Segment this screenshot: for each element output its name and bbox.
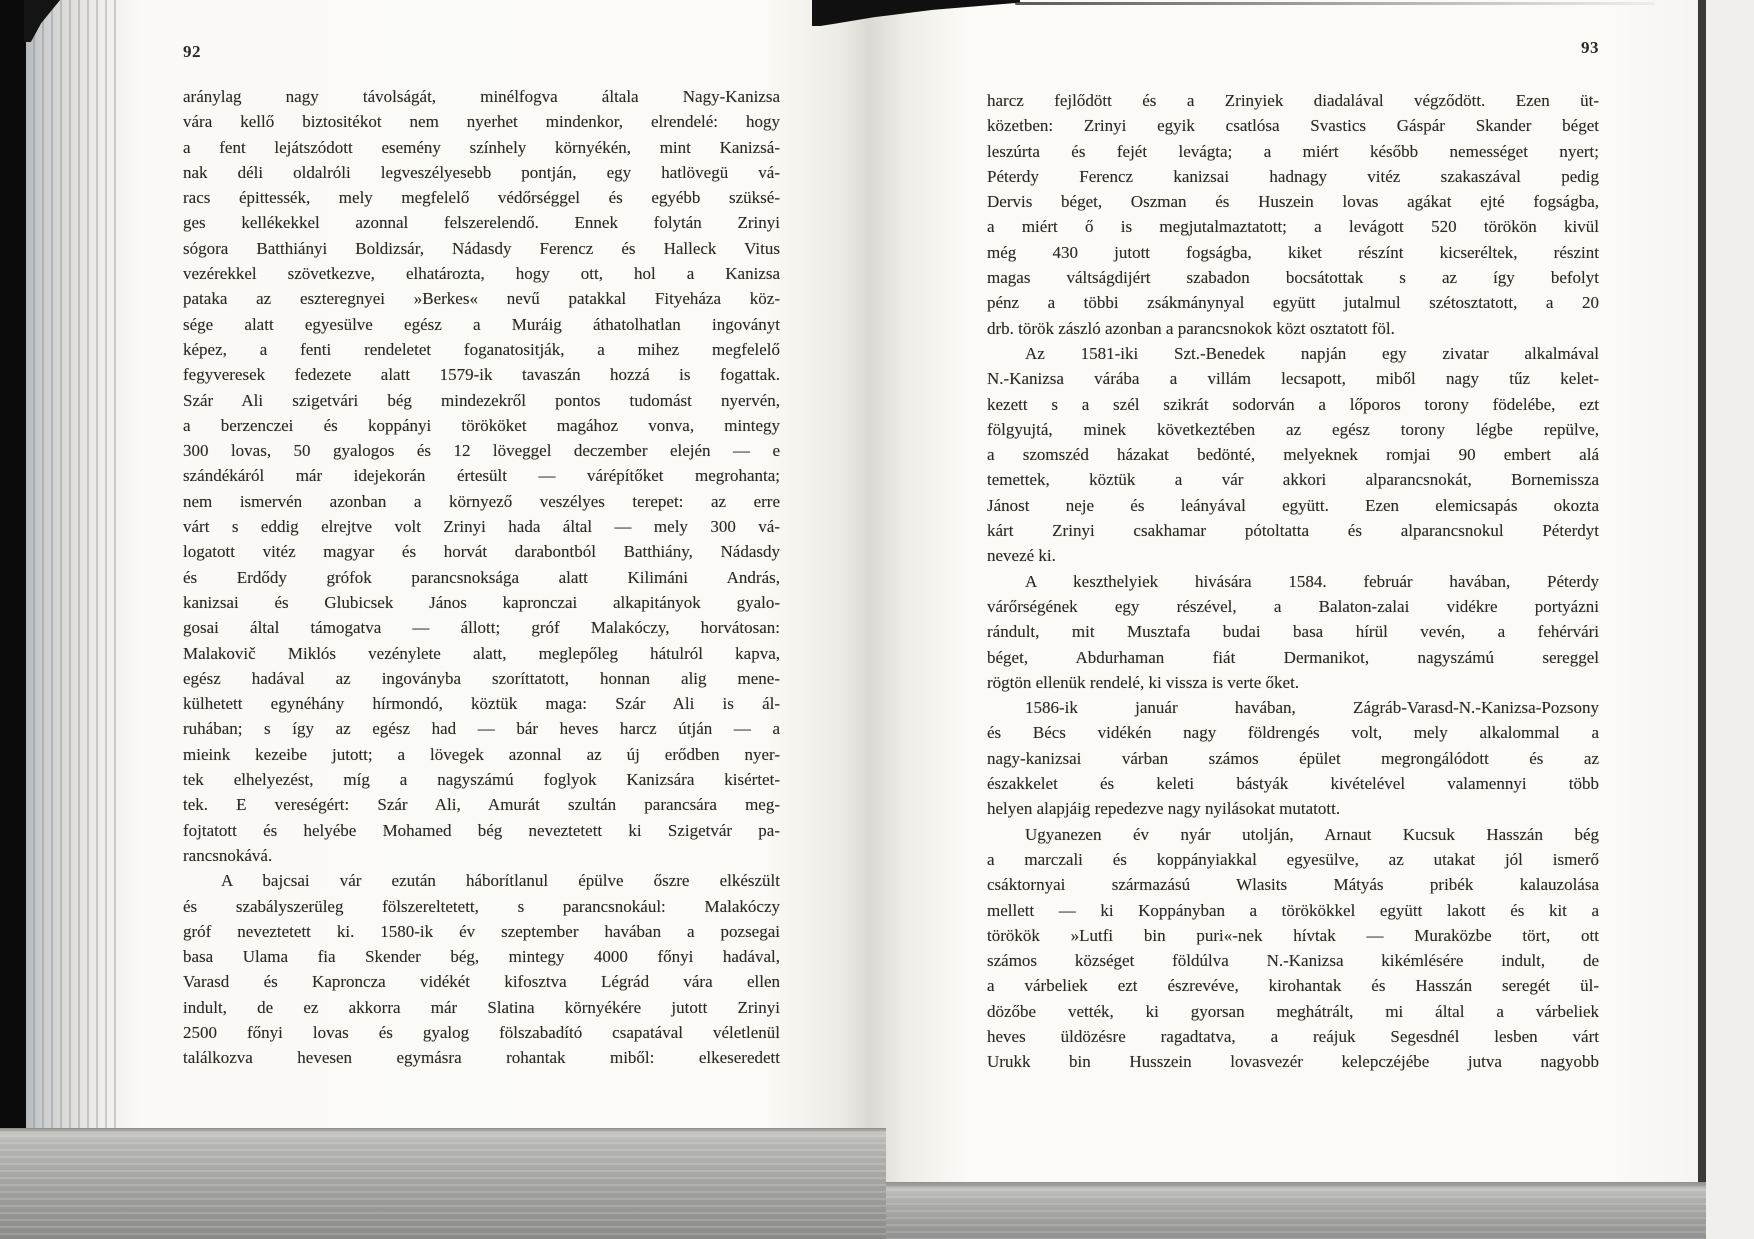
text-line: rögtön ellenük rendelé, ki vissza is verte őket. — [987, 672, 1300, 692]
text-line: a miért ő is megjutalmaztatott; a levágott 520 törökön kivül — [987, 217, 1599, 237]
text-line: magas váltságdijért szabadon bocsátottak s az így befolyt — [987, 268, 1599, 288]
text-line: találkozva hevesen egymásra rohantak miből: elkeseredett — [183, 1048, 780, 1068]
text-line: sége alatt egyesülve egész a Muráig áthatolhatlan ingoványt — [183, 314, 780, 334]
text-line: Malakovič Miklós vezénylete alatt, meglepőleg hátulról kapva, — [183, 643, 780, 663]
text-line: számos községet földúlva N.-Kanizsa kikémlésére indult, de — [987, 951, 1599, 971]
text-line: Urukk bin Husszein lovasvezér kelepczéjébe jutva nagyobb — [987, 1052, 1599, 1072]
text-line: nak déli oldalróli legveszélyesebb pontján, egy hatlövegü vá- — [183, 162, 780, 182]
text-line: logatott vitéz magyar és horvát darabontból Batthiány, Nádasdy — [183, 542, 780, 562]
text-line: racs épittessék, mely megfelelő védőrséggel és egyébb szüksé- — [183, 188, 780, 208]
text-line: a szomszéd házakat bedönté, melyeknek romjai 90 embert alá — [987, 445, 1599, 465]
book-spine-shadow — [0, 0, 26, 1239]
text-line: helyen alapjáig repedezve nagy nyilásokat mutatott. — [987, 799, 1341, 819]
text-line: 300 lovas, 50 gyalogos és 12 löveggel deczember elején — e — [183, 441, 780, 461]
text-line: dözőbe vették, ki gyorsan meghátrált, mi által a várbeliek — [987, 1001, 1599, 1021]
page-text-right — [987, 88, 1599, 1075]
text-line: N.-Kanizsa várába a villám lecsapott, miből nagy tűz kelet- — [987, 369, 1599, 389]
text-line: aránylag nagy távolságát, minélfogva általa Nagy-Kanizsa — [183, 87, 780, 106]
text-line: Péterdy Ferencz kanizsai hadnagy vitéz szakaszával pedig — [987, 166, 1599, 186]
page-number-left: 92 — [183, 42, 201, 61]
text-line: a várbeliek ezt észrevéve, kirohantak és Hasszán seregét ül- — [987, 976, 1599, 996]
text-line: heves üldözésre ragadtatva, a reájuk Segesdnél lesben várt — [987, 1026, 1599, 1046]
text-line: és Erdődy grófok parancsnoksága alatt Kilimáni András, — [183, 567, 780, 587]
text-line: pénz a többi zsákmánynyal együtt jutalmul szétosztatott, a 20 — [987, 293, 1599, 313]
page-block-bottom-edge-right — [886, 1182, 1706, 1239]
stacked-page-edges-left — [24, 0, 116, 1190]
text-line: vára kellő biztositékot nem nyerhet mindenkor, elrendelé: hogy — [183, 112, 780, 132]
text-line: várt s eddig elrejtve volt Zrinyi hada által — mely 300 vá- — [183, 517, 780, 537]
text-line: mieink kezeibe jutott; a lövegek azonnal az új erődben nyer- — [183, 744, 780, 764]
text-line: szándékáról már idejekorán értesült — várépítőket megrohanta; — [183, 466, 780, 486]
text-line: Szár Ali szigetvári bég mindezekről pontos tudomást nyervén, — [183, 390, 780, 410]
text-line: a berzenczei és koppányi törököket magához vonva, mintegy — [183, 415, 780, 435]
text-line: pataka az eszteregnyei »Berkes« nevű patakkal Fityeháza köz- — [183, 289, 780, 309]
scan-background-right — [1706, 0, 1754, 1239]
text-line: vezérekkel szövetkezve, elhatározta, hogy ott, hol a Kanizsa — [183, 264, 780, 284]
text-line: harcz fejlődött és a Zrinyiek diadalával végződött. Ezen üt- — [987, 91, 1599, 110]
text-line: temettek, köztük a vár akkori alparancsnokát, Bornemissza — [987, 470, 1599, 490]
text-line: A bajcsai vár ezután háborítlanul épülve őszre elkészült — [221, 871, 780, 891]
text-line: ges kellékekkel azonnal felszerelendő. Ennek folytán Zrinyi — [183, 213, 780, 233]
text-line: nem ismervén azonban a környező veszélyes terepet: az erre — [183, 491, 780, 511]
text-line: közetben: Zrinyi egyik csatlósa Svastics Gáspár Skander béget — [987, 116, 1599, 136]
text-line: Jánost neje és leányával együtt. Ezen elemicsapás okozta — [987, 495, 1599, 515]
text-line: tek elhelyezést, míg a nagyszámú foglyok Kanizsára kisértet- — [183, 770, 780, 790]
text-line: sógora Batthiányi Boldizsár, Nádasdy Ferencz és Halleck Vitus — [183, 238, 780, 258]
text-line: basa Ulama fia Skender bég, mintegy 4000 főnyi hadával, — [183, 947, 780, 967]
page-text-left — [183, 84, 780, 1071]
page-block-bottom-edge-left — [0, 1128, 886, 1239]
text-line: és Bécs vidékén nagy földrengés volt, mely alkalommal a — [987, 723, 1599, 743]
text-line: Ugyanezen év nyár utolján, Arnaut Kucsuk Hasszán bég — [1025, 824, 1599, 844]
text-line: rándult, mit Musztafa budai basa hírül vevén, a fehérvári — [987, 622, 1599, 642]
text-line: leszúrta és fejét levágta; a miért később nemességet nyert; — [987, 141, 1599, 161]
text-line: képez, a fenti rendeletet foganatositják, a mihez megfelelő — [183, 339, 780, 359]
text-line: 2500 főnyi lovas és gyalog fölszabadító csapatával véletlenül — [183, 1022, 780, 1042]
page-number-right: 93 — [1581, 38, 1599, 57]
text-line: ruhában; s így az egész had — bár heves harcz útján — a — [183, 719, 780, 739]
text-line: nevezé ki. — [987, 546, 1056, 566]
text-line: a fent lejátszódott esemény színhely környékén, mint Kanizsá- — [183, 137, 780, 157]
text-line: várőrségének egy részével, a Balaton-zalai vidékre portyázni — [987, 596, 1599, 616]
text-line: fojtatott és helyébe Mohamed bég neveztetett ki Szigetvár pa- — [183, 820, 780, 840]
text-line: béget, Abdurhaman fiát Dermanikot, nagyszámú sereggel — [987, 647, 1599, 667]
text-line: drb. török zászló azonban a parancsnokok közt osztatott föl. — [987, 318, 1395, 338]
text-line: rancsnokává. — [183, 845, 273, 865]
text-line: nagy-kanizsai várban számos épület megrongálódott és az — [987, 748, 1599, 768]
text-line: 1586-ik január havában, Zágráb-Varasd-N.-Kanizsa-Pozsony — [1025, 698, 1599, 718]
text-line: gróf neveztetett ki. 1580-ik év szeptember havában a pozsegai — [183, 921, 780, 941]
text-line: a marczali és koppányiakkal egyesülve, az utakat jól ismerő — [987, 849, 1599, 869]
text-line: és szabályszerüleg fölszereltetett, s parancsnokául: Malakóczy — [183, 896, 780, 916]
text-line: egész hadával az ingoványba szoríttatott, honnan alig mene- — [183, 668, 780, 688]
text-line: Dervis béget, Oszman és Huszein lovas agákat ejté fogságba, — [987, 192, 1599, 212]
text-line: fegyveresek fedezete alatt 1579-ik tavaszán hozzá is fogattak. — [183, 365, 780, 385]
text-line: külhetett egynéhány hírmondó, köztük maga: Szár Ali is ál- — [183, 694, 780, 714]
text-line: északkelet és keleti bástyák kivételével valamennyi több — [987, 774, 1599, 794]
text-line: fölgyujtá, minek következtében az egész torony légbe repülve, — [987, 419, 1599, 439]
page-top-edge-line — [1015, 2, 1655, 5]
text-line: A keszthelyiek hivására 1584. február havában, Péterdy — [1025, 571, 1599, 591]
text-line: indult, de ez akkorra már Slatina környékére jutott Zrinyi — [183, 997, 780, 1017]
text-line: Az 1581-iki Szt.-Benedek napján egy zivatar alkalmával — [1025, 343, 1599, 363]
text-line: csáktornyai származású Wlasits Mátyás pribék kalauzolása — [987, 875, 1599, 895]
text-line: törökök »Lutfi bin puri«-nek hívtak — Muraközbe tört, ott — [987, 925, 1599, 945]
text-line: kezett s a szél szikrát sodorván a lőporos torony födelébe, ezt — [987, 394, 1599, 414]
text-line: kanizsai és Glubicsek János kapronczai alkapitányok gyalo- — [183, 592, 780, 612]
text-line: még 430 jutott fogságba, kiket részínt kicseréltek, részint — [987, 242, 1599, 262]
text-line: tek. E vereségért: Szár Ali, Amurát szultán parancsára meg- — [183, 795, 780, 815]
text-line: Varasd és Kaproncza vidékét kifosztva Légrád vára ellen — [183, 972, 780, 992]
text-line: mellett — ki Koppányban a törökökkel együtt lakott és kit a — [987, 900, 1599, 920]
page-right-edge-line — [1698, 0, 1706, 1190]
text-line: kárt Zrinyi csakhamar pótoltatta és alparancsnokul Péterdyt — [987, 521, 1599, 541]
text-line: gosai által támogatva — állott; gróf Malakóczy, horvátosan: — [183, 618, 780, 638]
